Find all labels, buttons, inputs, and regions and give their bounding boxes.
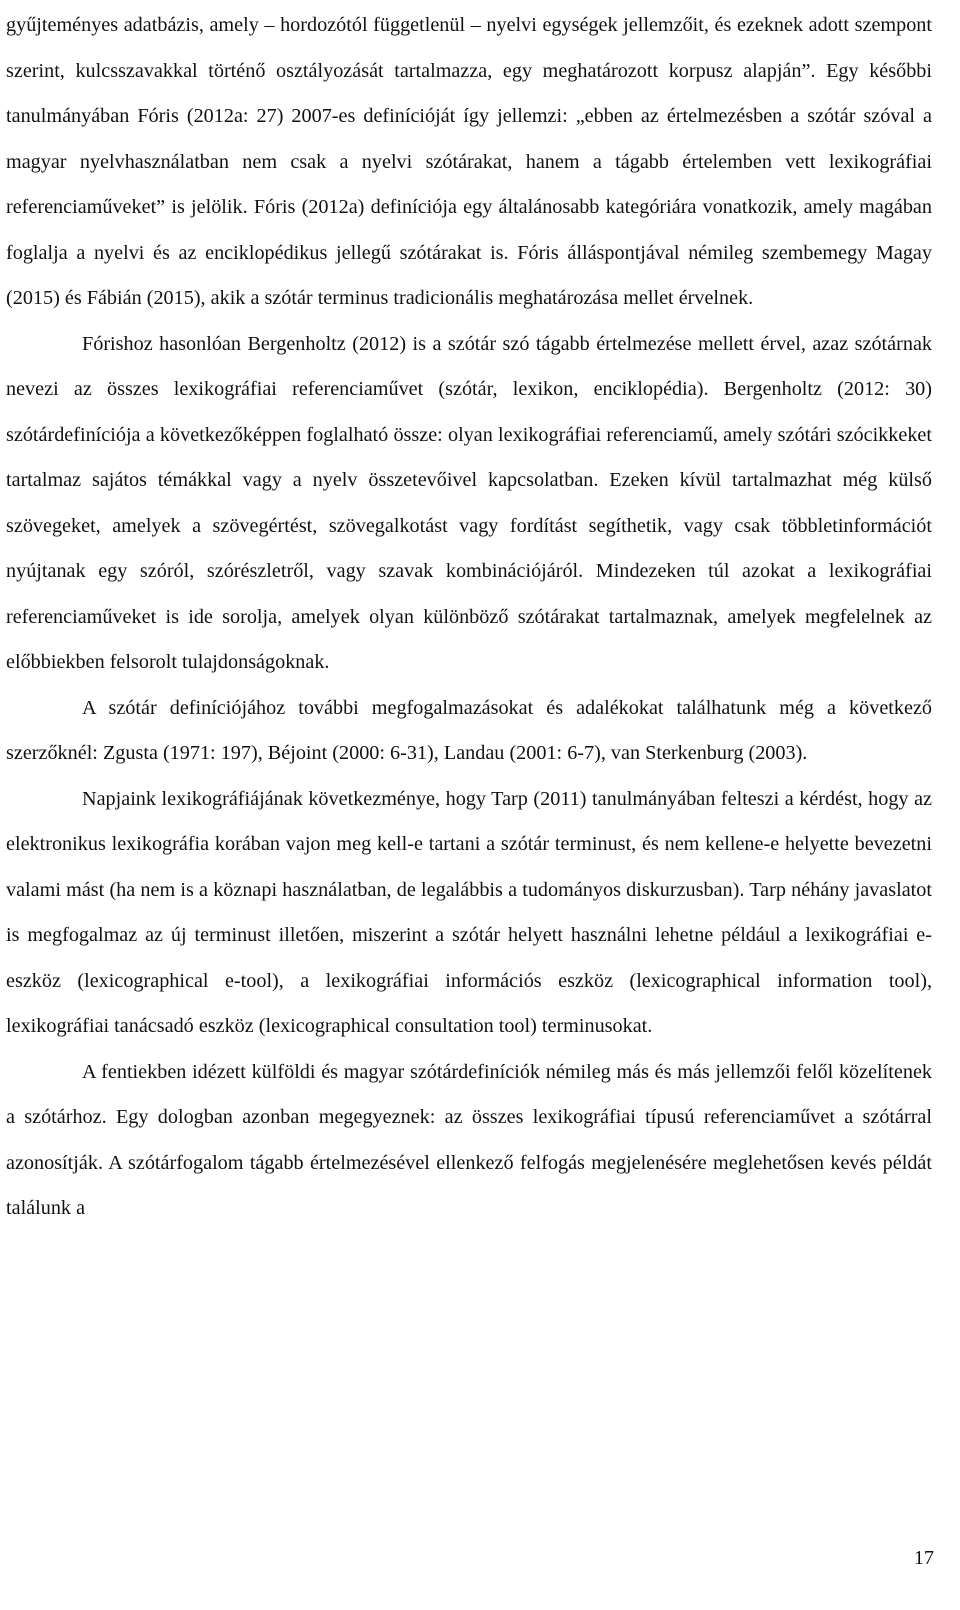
paragraph-4: Napjaink lexikográfiájának következménye, hogy Tarp (2011) tanulmányában felteszi a kérdést, hogy az elektronikus lexikográfia korában vajon meg kell-e tartani a szótár terminust, és nem kellene-e helyette bevezetni valami mást (ha nem is a köznapi használatban, de legalábbis a tudományos diskurzusban). Tarp néhány javaslatot is megfogalmaz az új terminust illetően, miszerint a szótár helyett használni lehetne például a lexikográfiai e-eszköz (lexicographical e-tool), a lexikográfiai információs eszköz (lexicographical information tool), lexikográfiai tanácsadó eszköz (lexicographical consultation tool) terminusokat. — [6, 787, 932, 1037]
document-page — [6, 3, 932, 1232]
paragraph-1: gyűjteményes adatbázis, amely – hordozótól függetlenül – nyelvi egységek jellemzőit, és ezeknek adott szempont szerint, kulcsszavakkal történő osztályozását tartalmazza, egy meghatározott korpusz alapján”. Egy későbbi tanulmányában Fóris (2012a: 27) 2007-es definícióját így jellemzi: „ebben az értelmezésben a szótár szóval a magyar nyelvhasználatban nem csak a nyelvi szótárakat, hanem a tágabb értelemben vett lexikográfiai referenciaműveket” is jelölik. Fóris (2012a) definíciója egy általánosabb kategóriára vonatkozik, amely magában foglalja a nyelvi és az enciklopédikus jellegű szótárakat is. Fóris álláspontjával némileg szembemegy Magay (2015) és Fábián (2015), akik a szótár terminus tradicionális meghatározása mellet érvelnek. — [6, 14, 932, 309]
page-number: 17 — [913, 1547, 934, 1569]
paragraph-5: A fentiekben idézett külföldi és magyar szótárdefiníciók némileg más és más jellemzői felől közelítenek a szótárhoz. Egy dologban azonban megegyeznek: az összes lexikográfiai típusú referenciaművet a szótárral azonosítják. A szótárfogalom tágabb értelmezésével ellenkező felfogás megjelenésére meglehetősen kevés példát találunk a — [6, 1060, 932, 1219]
paragraph-2: Fórishoz hasonlóan Bergenholtz (2012) is a szótár szó tágabb értelmezése mellett érvel, azaz szótárnak nevezi az összes lexikográfiai referenciaművet (szótár, lexikon, enciklopédia). Bergenholtz (2012: 30) szótárdefiníciója a következőképpen foglalható össze: olyan lexikográfiai referenciamű, amely szótári szócikkeket tartalmaz sajátos témákkal vagy a nyelv összetevőivel kapcsolatban. Ezeken kívül tartalmazhat még külső szövegeket, amelyek a szövegértést, szövegalkotást vagy fordítást segíthetik, vagy csak többletinformációt nyújtanak egy szóról, szórészletről, vagy szavak kombinációjáról. Mindezeken túl azokat a lexikográfiai referenciaműveket is ide sorolja, amelyek olyan különböző szótárakat tartalmaznak, amelyek megfelelnek az előbbiekben felsorolt tulajdonságoknak. — [6, 332, 932, 673]
paragraph-3: A szótár definíciójához további megfogalmazásokat és adalékokat találhatunk még a következő szerzőknél: Zgusta (1971: 197), Béjoint (2000: 6-31), Landau (2001: 6-7), van Sterkenburg (2003). — [6, 696, 932, 764]
